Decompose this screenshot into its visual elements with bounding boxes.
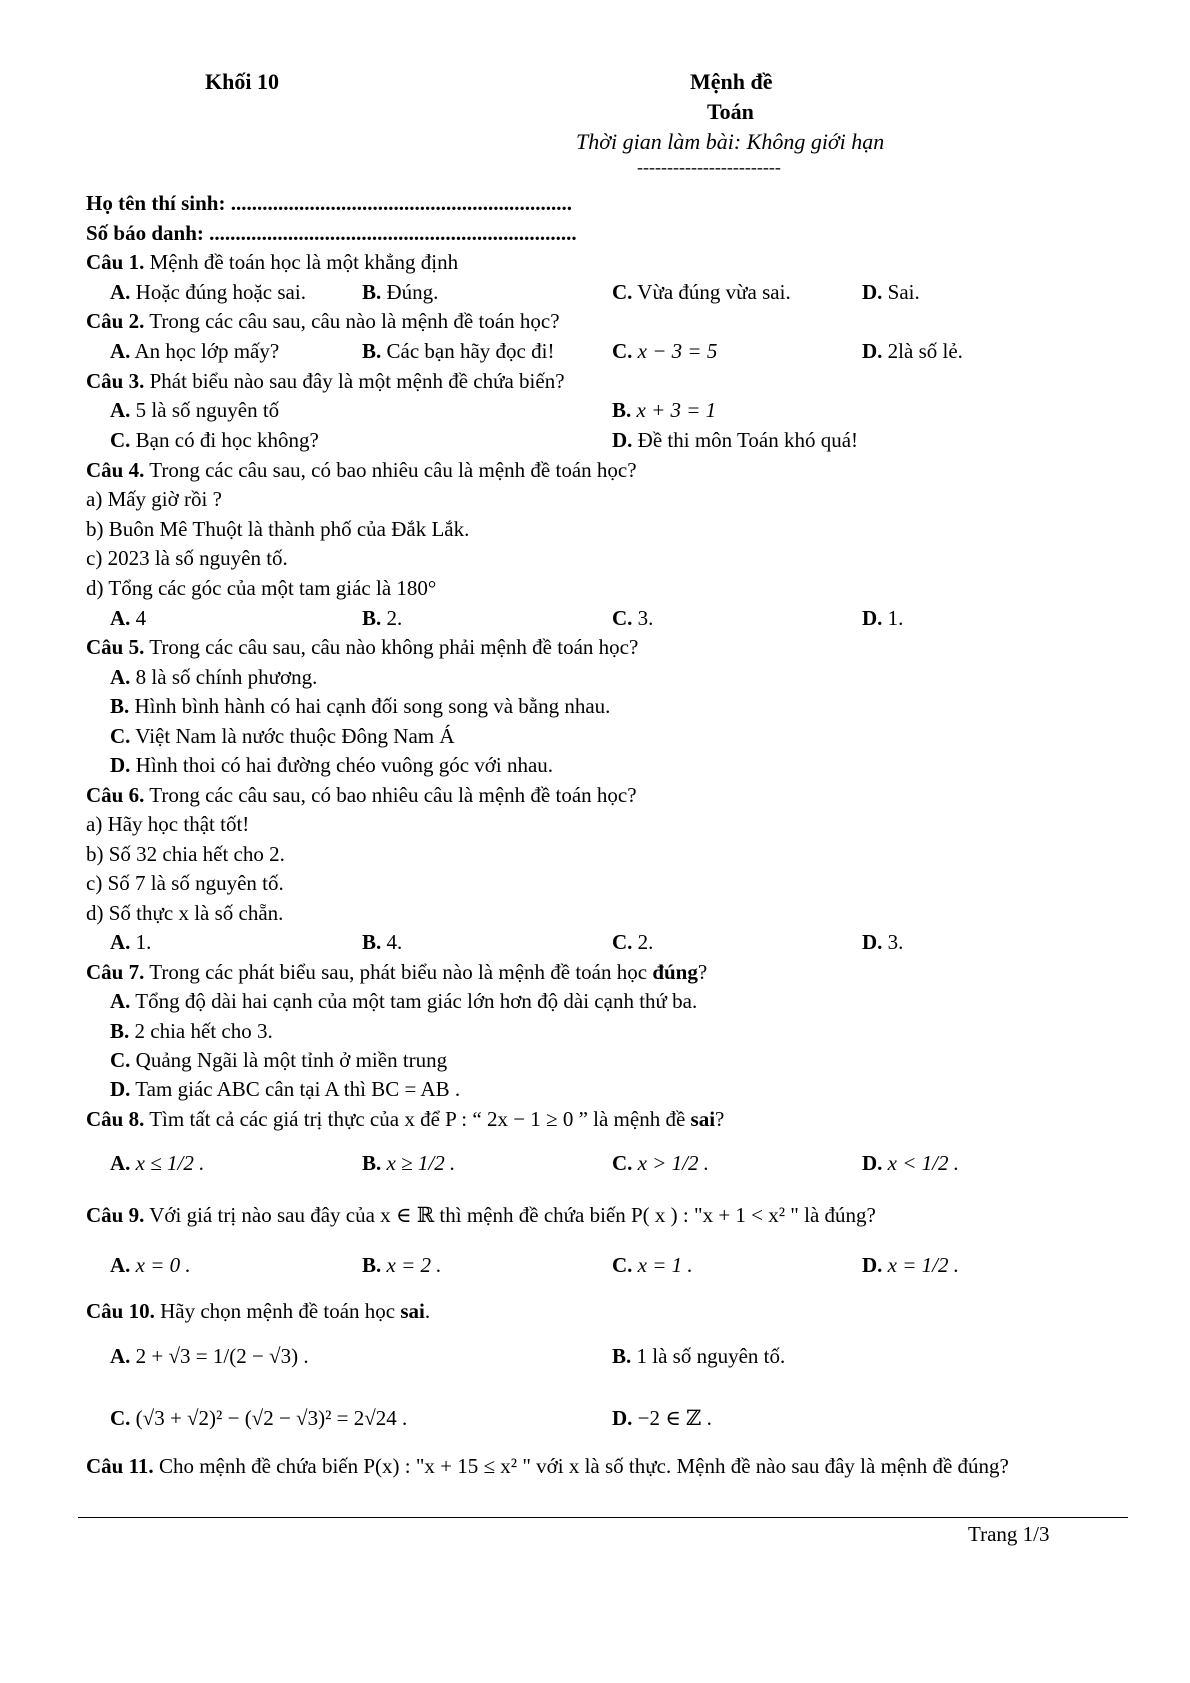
subject-title: Toán (707, 99, 754, 124)
q2-option-b: B. Các bạn hãy đọc đi! (362, 339, 555, 363)
student-name-field: ................................................................. (230, 191, 572, 215)
footer-rule (78, 1517, 1128, 1518)
q7-option-a: A. Tổng độ dài hai cạnh của một tam giác lớn hơn độ dài cạnh thứ ba. (110, 989, 698, 1013)
question-4: Câu 4. Trong các câu sau, có bao nhiêu câu là mệnh đề toán học? (86, 458, 637, 482)
q4-option-a: A. 4 (110, 606, 147, 630)
q1-option-a: A. Hoặc đúng hoặc sai. (110, 280, 306, 304)
q10-option-b: B. 1 là số nguyên tố. (612, 1344, 786, 1368)
page-number: Trang 1/3 (968, 1522, 1050, 1546)
q4-statement-c: c) 2023 là số nguyên tố. (86, 546, 288, 570)
student-name-row (86, 190, 572, 217)
q2-option-d: D. 2là số lẻ. (862, 339, 963, 363)
q9-option-d: D. x = 1/2 . (862, 1253, 959, 1277)
q6-statement-d: d) Số thực x là số chẵn. (86, 901, 284, 925)
q8-option-d: D. x < 1/2 . (862, 1151, 959, 1175)
q4-statement-d: d) Tổng các góc của một tam giác là 180° (86, 576, 437, 600)
question-3: Câu 3. Phát biểu nào sau đây là một mệnh đề chứa biến? (86, 369, 565, 393)
q6-option-a: A. 1. (110, 930, 152, 954)
q7-option-c: C. Quảng Ngãi là một tỉnh ở miền trung (110, 1048, 448, 1072)
question-label: Câu 1. (86, 250, 145, 274)
q6-statement-c: c) Số 7 là số nguyên tố. (86, 871, 284, 895)
header-divider: ------------------------ (637, 157, 781, 177)
q7-option-b: B. 2 chia hết cho 3. (110, 1019, 273, 1043)
q9-option-c: C. x = 1 . (612, 1253, 693, 1277)
question-8: Câu 8. Tìm tất cả các giá trị thực của x để P : “ 2x − 1 ≥ 0 ” là mệnh đề sai? (86, 1107, 725, 1131)
q3-option-d: D. Đề thi môn Toán khó quá! (612, 428, 859, 452)
q6-option-d: D. 3. (862, 930, 904, 954)
q3-option-a: A. 5 là số nguyên tố (110, 398, 280, 422)
question-2: Câu 2. Trong các câu sau, câu nào là mệnh đề toán học? (86, 309, 560, 333)
q2-option-a: A. An học lớp mấy? (110, 339, 280, 363)
q6-option-b: B. 4. (362, 930, 403, 954)
q7-option-d: D. Tam giác ABC cân tại A thì BC = AB . (110, 1077, 461, 1101)
q4-statement-b: b) Buôn Mê Thuột là thành phố của Đắk Lắk. (86, 517, 470, 541)
q5-option-b: B. Hình bình hành có hai cạnh đối song song và bằng nhau. (110, 694, 611, 718)
student-name-label: Họ tên thí sinh: (86, 191, 226, 215)
student-id-row (86, 220, 577, 247)
question-9: Câu 9. Với giá trị nào sau đây của x ∈ ℝ thì mệnh đề chứa biến P( x ) : "x + 1 < x² " là đúng? (86, 1203, 876, 1227)
q10-option-c: C. (√3 + √2)² − (√2 − √3)² = 2√24 . (110, 1406, 408, 1430)
q9-option-a: A. x = 0 . (110, 1253, 191, 1277)
q8-option-c: C. x > 1/2 . (612, 1151, 709, 1175)
question-10: Câu 10. Hãy chọn mệnh đề toán học sai. (86, 1299, 431, 1323)
q6-option-c: C. 2. (612, 930, 654, 954)
q8-option-b: B. x ≥ 1/2 . (362, 1151, 456, 1175)
q9-option-b: B. x = 2 . (362, 1253, 442, 1277)
q8-option-a: A. x ≤ 1/2 . (110, 1151, 205, 1175)
q10-option-d: D. −2 ∈ ℤ . (612, 1406, 712, 1430)
student-id-field: ...................................................................... (209, 221, 577, 245)
topic-title: Mệnh đề (690, 69, 773, 94)
q5-option-a: A. 8 là số chính phương. (110, 665, 318, 689)
question-11: Câu 11. Cho mệnh đề chứa biến P(x) : "x + 15 ≤ x² " với x là số thực. Mệnh đề nào sau đây là mệnh đề đúng? (86, 1454, 1009, 1478)
grade-label: Khối 10 (205, 69, 279, 94)
q4-option-b: B. 2. (362, 606, 403, 630)
q6-statement-a: a) Hãy học thật tốt! (86, 812, 250, 836)
q4-option-c: C. 3. (612, 606, 654, 630)
question-6: Câu 6. Trong các câu sau, có bao nhiêu câu là mệnh đề toán học? (86, 783, 637, 807)
question-5: Câu 5. Trong các câu sau, câu nào không phải mệnh đề toán học? (86, 635, 639, 659)
q5-option-c: C. Việt Nam là nước thuộc Đông Nam Á (110, 724, 455, 748)
q6-statement-b: b) Số 32 chia hết cho 2. (86, 842, 285, 866)
question-text: Mệnh đề toán học là một khẳng định (149, 250, 459, 274)
question-7: Câu 7. Trong các phát biểu sau, phát biểu nào là mệnh đề toán học đúng? (86, 960, 708, 984)
q4-statement-a: a) Mấy giờ rồi ? (86, 487, 222, 511)
q4-option-d: D. 1. (862, 606, 904, 630)
q2-option-c: C. x − 3 = 5 (612, 339, 718, 363)
q3-option-b: B. x + 3 = 1 (612, 398, 717, 422)
student-id-label: Số báo danh: (86, 221, 204, 245)
q1-option-c: C. Vừa đúng vừa sai. (612, 280, 791, 304)
question-1 (86, 249, 458, 276)
time-limit: Thời gian làm bài: Không giới hạn (576, 129, 885, 154)
q1-option-d: D. Sai. (862, 280, 920, 304)
q10-option-a: A. 2 + √3 = 1/(2 − √3) . (110, 1344, 309, 1368)
q5-option-d: D. Hình thoi có hai đường chéo vuông góc với nhau. (110, 753, 554, 777)
q3-option-c: C. Bạn có đi học không? (110, 428, 319, 452)
q1-option-b: B. Đúng. (362, 280, 439, 304)
